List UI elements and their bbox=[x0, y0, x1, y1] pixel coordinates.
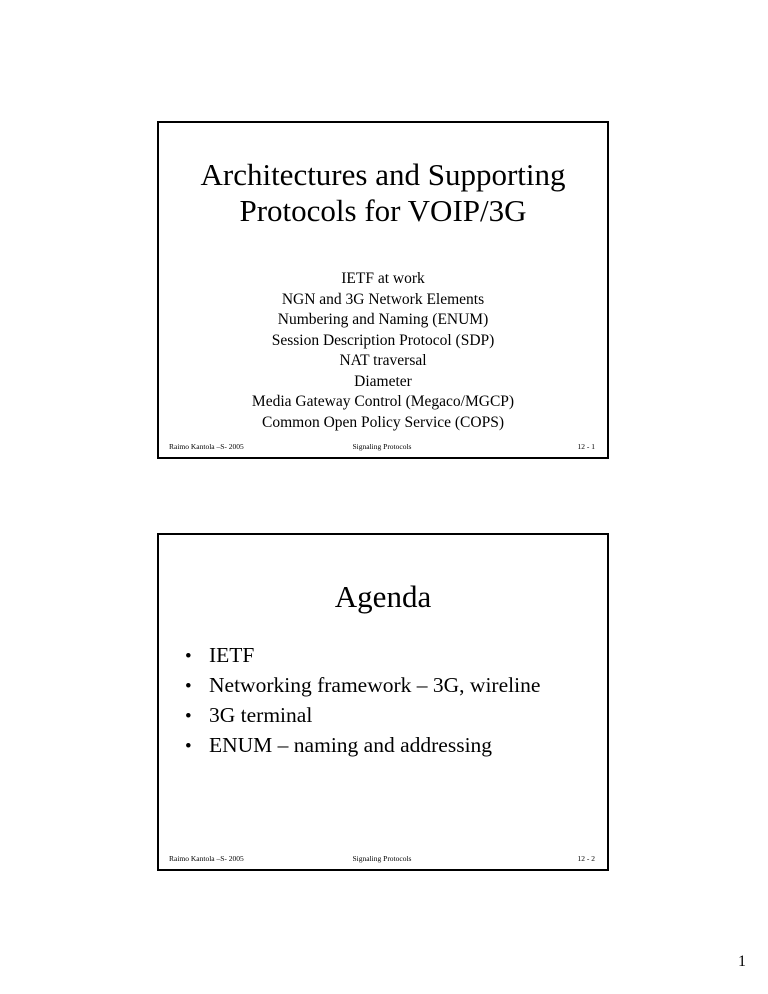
footer-slide-number: 12 - 1 bbox=[577, 442, 595, 451]
topic-item: Diameter bbox=[354, 372, 412, 390]
bullet-item bbox=[185, 641, 597, 671]
slide-2-footer bbox=[169, 853, 595, 865]
slide-1-footer bbox=[169, 441, 595, 453]
bullet-text: 3G terminal bbox=[209, 703, 313, 727]
footer-slide-number: 12 - 2 bbox=[577, 854, 595, 863]
topic-item: IETF at work bbox=[341, 270, 425, 287]
slide-1 bbox=[157, 121, 609, 459]
bullet-text: IETF bbox=[209, 643, 255, 667]
bullet-icon: • bbox=[185, 706, 192, 727]
topic-item: Common Open Policy Service (COPS) bbox=[262, 413, 504, 431]
page-number: 1 bbox=[738, 953, 746, 970]
bullet-text: ENUM – naming and addressing bbox=[209, 733, 493, 757]
slide-1-topic-list bbox=[159, 269, 607, 433]
slide-1-title bbox=[159, 157, 607, 229]
footer-author: Raimo Kantola –S- 2005 bbox=[169, 442, 244, 451]
bullet-item bbox=[185, 701, 597, 731]
bullet-icon: • bbox=[185, 646, 192, 667]
topic-item: NGN and 3G Network Elements bbox=[281, 290, 485, 308]
footer-author: Raimo Kantola –S- 2005 bbox=[169, 854, 244, 863]
footer-course: Signaling Protocols bbox=[352, 854, 412, 863]
footer-course: Signaling Protocols bbox=[352, 442, 412, 451]
topic-item: Numbering and Naming (ENUM) bbox=[277, 311, 489, 328]
slide-1-title-line-1: Architectures and Supporting bbox=[200, 157, 566, 192]
bullet-icon: • bbox=[185, 736, 192, 757]
bullet-item bbox=[185, 671, 597, 701]
slide-2-bullet-list bbox=[185, 641, 597, 761]
topic-item: NAT traversal bbox=[339, 352, 427, 369]
slide-2 bbox=[157, 533, 609, 871]
topic-item: Media Gateway Control (Megaco/MGCP) bbox=[251, 393, 515, 410]
bullet-icon: • bbox=[185, 676, 192, 697]
bullet-text: Networking framework – 3G, wireline bbox=[209, 673, 541, 697]
topic-item: Session Description Protocol (SDP) bbox=[271, 331, 495, 349]
slide-2-title: Agenda bbox=[334, 579, 432, 614]
slide-1-title-line-2: Protocols for VOIP/3G bbox=[239, 193, 527, 228]
bullet-item bbox=[185, 731, 597, 761]
